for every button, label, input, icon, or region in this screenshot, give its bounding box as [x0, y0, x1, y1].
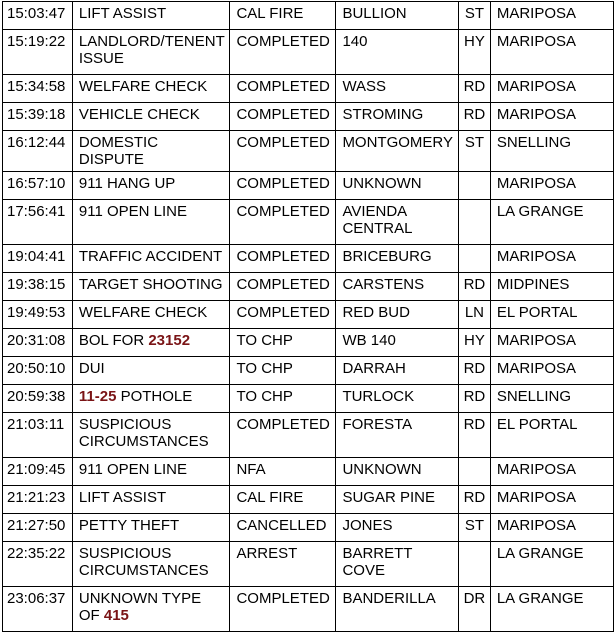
table-row — [3, 486, 614, 514]
table-row — [3, 131, 614, 172]
call-type-cell — [72, 542, 230, 587]
call-type-cell — [72, 273, 230, 301]
penal-code-label: 415 — [103, 607, 129, 624]
call-time-cell: 15:34:58 — [3, 75, 73, 103]
disposition-cell: NFA — [230, 458, 336, 486]
city-cell: MARIPOSA — [490, 103, 613, 131]
table-row — [3, 385, 614, 413]
call-time-cell: 15:03:47 — [3, 2, 73, 30]
disposition-cell: TO CHP — [230, 357, 336, 385]
disposition-cell: CAL FIRE — [230, 2, 336, 30]
disposition-cell: ARREST — [230, 542, 336, 587]
street-suffix-cell: RD — [459, 413, 491, 458]
street-suffix-cell: RD — [459, 357, 491, 385]
disposition-cell: COMPLETED — [230, 103, 336, 131]
disposition-cell: COMPLETED — [230, 587, 336, 632]
street-cell: WASS — [336, 75, 459, 103]
penal-code-label: 23152 — [148, 332, 191, 349]
call-type-text: SUSPICIOUS CIRCUMSTANCES — [78, 545, 209, 579]
call-type-text: 911 HANG UP — [78, 175, 176, 192]
call-log-body — [3, 2, 614, 632]
call-time-cell: 15:19:22 — [3, 30, 73, 75]
street-cell: AVIENDA CENTRAL — [336, 200, 459, 245]
city-cell: MARIPOSA — [490, 329, 613, 357]
street-cell: JONES — [336, 514, 459, 542]
street-cell: DARRAH — [336, 357, 459, 385]
city-cell: MARIPOSA — [490, 75, 613, 103]
street-cell: CARSTENS — [336, 273, 459, 301]
table-row — [3, 514, 614, 542]
city-cell: LA GRANGE — [490, 542, 613, 587]
call-type-text: TARGET SHOOTING — [78, 276, 223, 293]
city-cell: MARIPOSA — [490, 172, 613, 200]
city-cell: MARIPOSA — [490, 357, 613, 385]
street-suffix-cell — [459, 200, 491, 245]
street-suffix-cell: RD — [459, 273, 491, 301]
call-type-cell — [72, 413, 230, 458]
table-row — [3, 103, 614, 131]
call-type-text: PETTY THEFT — [78, 517, 180, 534]
street-cell: SUGAR PINE — [336, 486, 459, 514]
table-row — [3, 413, 614, 458]
street-suffix-cell: RD — [459, 75, 491, 103]
street-suffix-cell — [459, 245, 491, 273]
disposition-cell: COMPLETED — [230, 172, 336, 200]
street-suffix-cell: ST — [459, 514, 491, 542]
street-cell: MONTGOMERY — [336, 131, 459, 172]
street-cell: BANDERILLA — [336, 587, 459, 632]
street-cell: WB 140 — [336, 329, 459, 357]
call-type-text: TRAFFIC ACCIDENT — [78, 248, 223, 265]
call-type-text: 911 OPEN LINE — [78, 203, 187, 220]
call-time-cell: 21:03:11 — [3, 413, 73, 458]
city-cell: MARIPOSA — [490, 30, 613, 75]
street-cell: UNKNOWN — [336, 172, 459, 200]
call-type-cell — [72, 587, 230, 632]
call-type-text: WELFARE CHECK — [78, 78, 208, 95]
call-type-cell — [72, 486, 230, 514]
call-time-cell: 21:27:50 — [3, 514, 73, 542]
call-time-cell: 16:57:10 — [3, 172, 73, 200]
table-row — [3, 301, 614, 329]
street-cell: TURLOCK — [336, 385, 459, 413]
city-cell: EL PORTAL — [490, 413, 613, 458]
call-type-suffix-text: POTHOLE — [116, 388, 193, 405]
call-type-text: BOL FOR — [78, 332, 149, 349]
street-cell: BULLION — [336, 2, 459, 30]
street-suffix-cell: ST — [459, 131, 491, 172]
call-time-cell: 21:09:45 — [3, 458, 73, 486]
disposition-cell: COMPLETED — [230, 200, 336, 245]
street-suffix-cell: LN — [459, 301, 491, 329]
call-type-text: SUSPICIOUS CIRCUMSTANCES — [78, 416, 209, 450]
disposition-cell: TO CHP — [230, 329, 336, 357]
call-time-cell: 19:04:41 — [3, 245, 73, 273]
table-row — [3, 2, 614, 30]
street-suffix-cell — [459, 458, 491, 486]
call-type-text: DUI — [78, 360, 105, 377]
call-type-cell — [72, 131, 230, 172]
call-time-cell: 21:21:23 — [3, 486, 73, 514]
call-type-cell — [72, 2, 230, 30]
city-cell: MARIPOSA — [490, 486, 613, 514]
call-type-cell — [72, 329, 230, 357]
table-row — [3, 329, 614, 357]
street-suffix-cell: ST — [459, 2, 491, 30]
call-type-text: LANDLORD/TENENT ISSUE — [78, 33, 225, 67]
call-type-cell — [72, 458, 230, 486]
call-type-text: DOMESTIC DISPUTE — [78, 134, 159, 168]
call-type-cell — [72, 200, 230, 245]
table-row — [3, 458, 614, 486]
city-cell: SNELLING — [490, 131, 613, 172]
disposition-cell: COMPLETED — [230, 301, 336, 329]
call-type-cell — [72, 385, 230, 413]
disposition-cell: COMPLETED — [230, 131, 336, 172]
street-cell: 140 — [336, 30, 459, 75]
disposition-cell: CAL FIRE — [230, 486, 336, 514]
street-suffix-cell: RD — [459, 385, 491, 413]
city-cell: MARIPOSA — [490, 2, 613, 30]
city-cell: EL PORTAL — [490, 301, 613, 329]
call-type-text: VEHICLE CHECK — [78, 106, 200, 123]
street-cell: BARRETT COVE — [336, 542, 459, 587]
call-type-text: WELFARE CHECK — [78, 304, 208, 321]
city-cell: MARIPOSA — [490, 245, 613, 273]
street-suffix-cell — [459, 172, 491, 200]
call-time-cell: 23:06:37 — [3, 587, 73, 632]
call-type-text: UNKNOWN TYPE OF — [78, 590, 202, 624]
street-cell: RED BUD — [336, 301, 459, 329]
disposition-cell: COMPLETED — [230, 245, 336, 273]
city-cell: LA GRANGE — [490, 587, 613, 632]
table-row — [3, 587, 614, 632]
city-cell: MIDPINES — [490, 273, 613, 301]
city-cell: MARIPOSA — [490, 458, 613, 486]
table-row — [3, 172, 614, 200]
city-cell: SNELLING — [490, 385, 613, 413]
call-type-cell — [72, 301, 230, 329]
call-type-cell — [72, 103, 230, 131]
call-time-cell: 17:56:41 — [3, 200, 73, 245]
disposition-cell: COMPLETED — [230, 413, 336, 458]
call-type-text: LIFT ASSIST — [78, 5, 167, 22]
call-time-cell: 15:39:18 — [3, 103, 73, 131]
call-time-cell: 20:31:08 — [3, 329, 73, 357]
table-row — [3, 357, 614, 385]
call-type-text: 911 OPEN LINE — [78, 461, 187, 478]
street-cell: STROMING — [336, 103, 459, 131]
disposition-cell: CANCELLED — [230, 514, 336, 542]
call-time-cell: 20:59:38 — [3, 385, 73, 413]
disposition-cell: COMPLETED — [230, 273, 336, 301]
street-suffix-cell: HY — [459, 329, 491, 357]
disposition-cell: TO CHP — [230, 385, 336, 413]
table-row — [3, 542, 614, 587]
call-type-cell — [72, 75, 230, 103]
street-suffix-cell: RD — [459, 486, 491, 514]
street-suffix-cell: RD — [459, 103, 491, 131]
call-time-cell: 19:38:15 — [3, 273, 73, 301]
street-cell: UNKNOWN — [336, 458, 459, 486]
call-type-cell — [72, 514, 230, 542]
call-type-text: LIFT ASSIST — [78, 489, 167, 506]
call-type-cell — [72, 357, 230, 385]
city-cell: MARIPOSA — [490, 514, 613, 542]
call-time-cell: 20:50:10 — [3, 357, 73, 385]
call-time-cell: 19:49:53 — [3, 301, 73, 329]
call-time-cell: 22:35:22 — [3, 542, 73, 587]
call-type-cell — [72, 172, 230, 200]
table-row — [3, 30, 614, 75]
street-suffix-cell: HY — [459, 30, 491, 75]
street-cell: FORESTA — [336, 413, 459, 458]
table-row — [3, 245, 614, 273]
call-time-cell: 16:12:44 — [3, 131, 73, 172]
street-suffix-cell — [459, 542, 491, 587]
table-row — [3, 75, 614, 103]
street-cell: BRICEBURG — [336, 245, 459, 273]
call-log-table — [2, 1, 614, 632]
disposition-cell: COMPLETED — [230, 75, 336, 103]
disposition-cell: COMPLETED — [230, 30, 336, 75]
street-suffix-cell: DR — [459, 587, 491, 632]
call-type-cell — [72, 245, 230, 273]
city-cell: LA GRANGE — [490, 200, 613, 245]
table-row — [3, 200, 614, 245]
table-row — [3, 273, 614, 301]
call-type-cell — [72, 30, 230, 75]
penal-code-label: 11-25 — [78, 388, 117, 405]
